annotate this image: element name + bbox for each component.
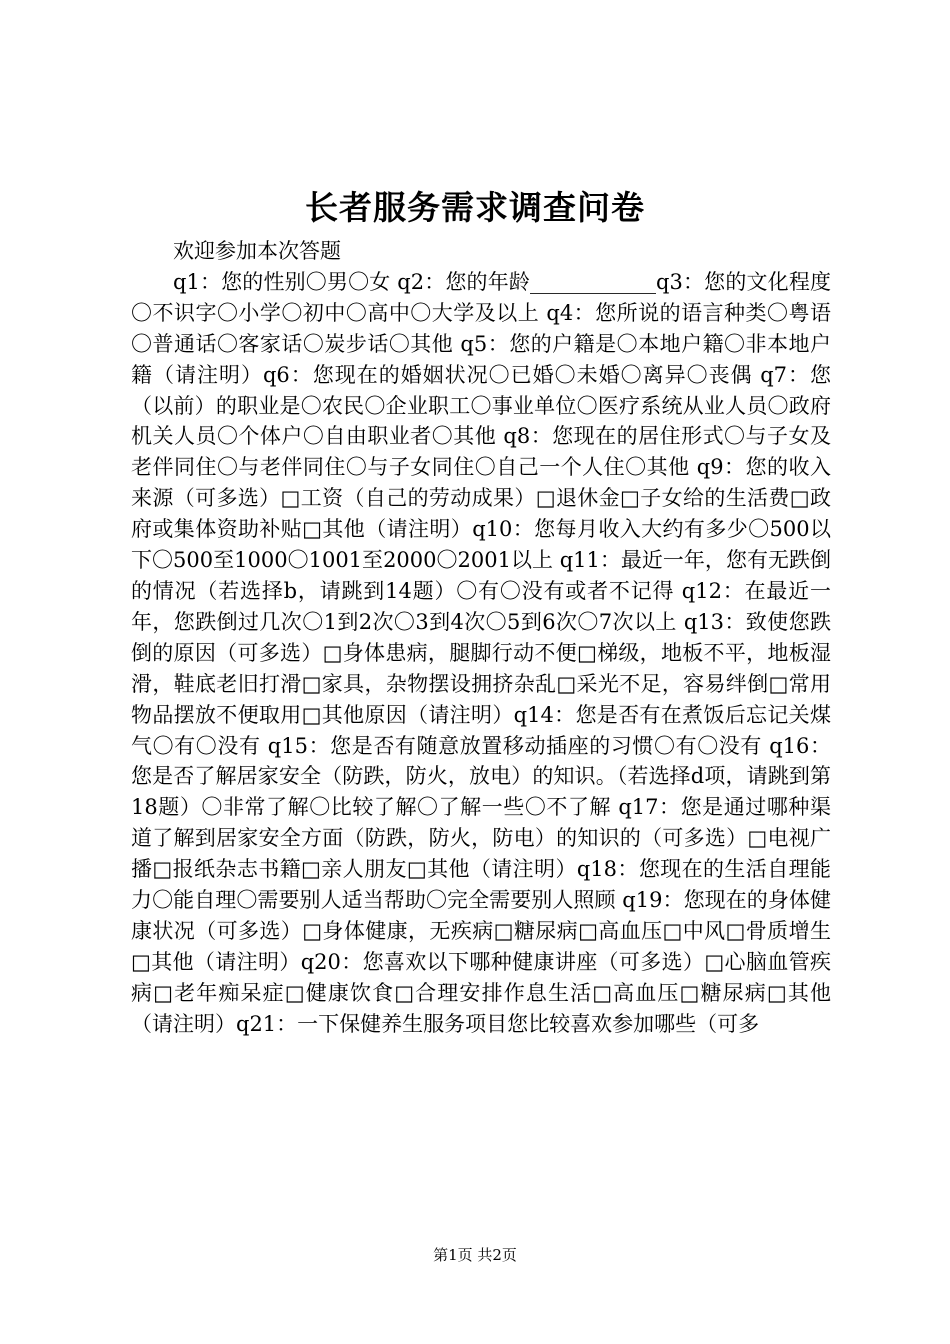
- document-body: [131, 236, 831, 1040]
- welcome-paragraph: 欢迎参加本次答题: [173, 239, 341, 263]
- page-footer: 第1页 共2页: [433, 1246, 517, 1264]
- questions-paragraph: q1：您的性别〇男〇女 q2：您的年龄____________q3：您的文化程度〇不识字〇小学〇初中〇高中〇大学及以上 q4：您所说的语言种类〇粤语〇普通话〇客家话〇炭步话〇其他 q5：您的户籍是〇本地户籍〇非本地户籍（请注明）q6：您现在的婚姻状况〇已婚〇未婚〇离异〇丧偶 q7：您（以前）的职业是〇农民〇企业职工〇事业单位〇医疗系统从业人员〇政府机关人员〇个体户〇自由职业者〇其他 q8：您现在的居住形式〇与子女及老伴同住〇与老伴同住〇与子女同住〇自己一个人住〇其他 q9：您的收入来源（可多选）□工资（自己的劳动成果）□退休金□子女给的生活费□政府或集体资助补贴□其他（请注明）q10：您每月收入大约有多少〇500以下〇500至1000〇1001至2000〇2001以上 q11：最近一年，您有无跌倒的情况（若选择b，请跳到14题）〇有〇没有或者不记得 q12：在最近一年，您跌倒过几次〇1到2次〇3到4次〇5到6次〇7次以上 q13：致使您跌倒的原因（可多选）□身体患病，腿脚行动不便□梯级，地板不平，地板湿滑，鞋底老旧打滑□家具，杂物摆设拥挤杂乱□采光不足，容易绊倒□常用物品摆放不便取用□其他原因（请注明）q14：您是否有在煮饭后忘记关煤气〇有〇没有 q15：您是否有随意放置移动插座的习惯〇有〇没有 q16：您是否了解居家安全（防跌，防火，放电）的知识。（若选择d项，请跳到第18题）〇非常了解〇比较了解〇了解一些〇不了解 q17：您是通过哪种渠道了解到居家安全方面（防跌，防火，防电）的知识的（可多选）□电视广播□报纸杂志书籍□亲人朋友□其他（请注明）q18：您现在的生活自理能力〇能自理〇需要别人适当帮助〇完全需要别人照顾 q19：您现在的身体健康状况（可多选）□身体健康，无疾病□糖尿病□高血压□中风□骨质增生□其他（请注明）q20：您喜欢以下哪种健康讲座（可多选）□心脑血管疾病□老年痴呆症□健康饮食□合理安排作息生活□高血压□糖尿病□其他（请注明）q21：一下保健养生服务项目您比较喜欢参加哪些（可多: [131, 269, 831, 1036]
- document-title: 长者服务需求调查问卷: [305, 188, 645, 227]
